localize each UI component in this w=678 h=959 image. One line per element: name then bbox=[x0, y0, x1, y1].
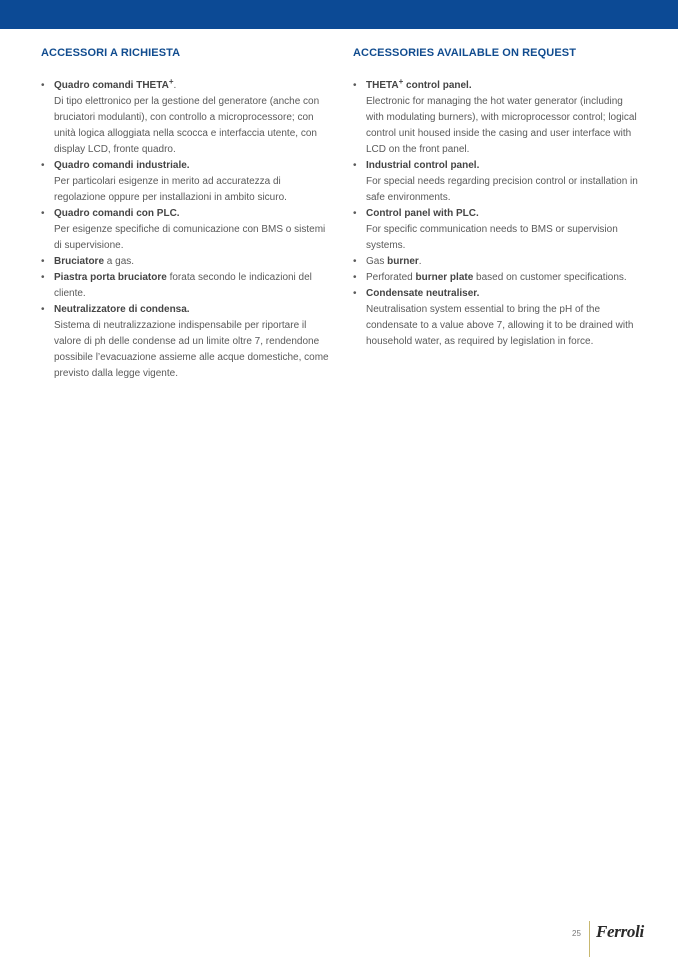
list-item bbox=[41, 206, 331, 254]
item-title: Industrial control panel. bbox=[366, 160, 480, 171]
footer-divider bbox=[589, 921, 590, 957]
list-item bbox=[353, 78, 643, 158]
item-title: Condensate neutraliser. bbox=[366, 288, 480, 299]
accessory-list-english bbox=[353, 78, 643, 350]
list-item bbox=[353, 270, 643, 286]
item-title: THETA bbox=[366, 80, 399, 91]
column-italian bbox=[41, 46, 331, 382]
item-title-suffix: a gas. bbox=[104, 256, 135, 267]
list-item bbox=[41, 78, 331, 158]
column-english bbox=[353, 46, 643, 350]
item-title-prefix: Gas bbox=[366, 256, 388, 267]
list-item bbox=[353, 206, 643, 254]
superscript: + bbox=[168, 77, 174, 86]
item-description: Sistema di neutralizzazione indispensabile per riportare il valore di ph delle condense ad un limite oltre 7, rendendone possibile l’evacuazione assieme alle acque domestiche, come previsto dalla legge vigente. bbox=[54, 320, 329, 379]
item-description: For specific communication needs to BMS or supervision systems. bbox=[366, 224, 618, 251]
list-item bbox=[353, 158, 643, 206]
accessory-list-italian bbox=[41, 78, 331, 382]
item-title: Quadro comandi THETA bbox=[54, 80, 169, 91]
item-title-suffix: forata secondo le indicazioni del cliente. bbox=[54, 272, 312, 299]
superscript: + bbox=[398, 77, 404, 86]
item-title: Control panel with PLC. bbox=[366, 208, 479, 219]
item-title-prefix: Perforated bbox=[366, 272, 416, 283]
item-title: burner plate bbox=[415, 272, 474, 283]
list-item bbox=[41, 158, 331, 206]
item-title: Piastra porta bruciatore bbox=[54, 272, 167, 283]
item-title: Quadro comandi industriale. bbox=[54, 160, 190, 171]
item-title-suffix: based on customer specifications. bbox=[473, 272, 627, 283]
item-title: Quadro comandi con PLC. bbox=[54, 208, 180, 219]
item-title: Bruciatore bbox=[54, 256, 105, 267]
list-item bbox=[353, 286, 643, 350]
list-item bbox=[41, 302, 331, 382]
list-item bbox=[41, 254, 331, 270]
item-description: Per esigenze specifiche di comunicazione con BMS o sistemi di supervisione. bbox=[54, 224, 326, 251]
item-title-continued: control panel. bbox=[403, 80, 472, 91]
item-description: Neutralisation system essential to bring the pH of the condensate to a value above 7, allowing it to be drained with household water, as required by legislation in force. bbox=[366, 304, 634, 347]
item-title: Neutralizzatore di condensa. bbox=[54, 304, 190, 315]
list-item bbox=[41, 270, 331, 302]
section-heading-italian: ACCESSORI A RICHIESTA bbox=[41, 47, 181, 59]
item-description: Per particolari esigenze in merito ad accuratezza di regolazione oppure per installazioni in ambito sicuro. bbox=[54, 176, 287, 203]
section-heading-english: ACCESSORIES AVAILABLE ON REQUEST bbox=[353, 47, 577, 59]
item-description: For special needs regarding precision control or installation in safe environments. bbox=[366, 176, 638, 203]
item-title: burner bbox=[387, 256, 419, 267]
item-description: Di tipo elettronico per la gestione del generatore (anche con bruciatori modulanti), con controllo a microprocessore; con unità logica alloggiata nella scocca e interfaccia utente, con display LCD, fronte quadro. bbox=[54, 96, 320, 155]
item-description: Electronic for managing the hot water generator (including with modulating burners), with microprocessor control; logical control unit housed inside the casing and user interface with LCD on the front panel. bbox=[366, 96, 637, 155]
page-number: 25 bbox=[572, 929, 581, 938]
item-title-suffix: . bbox=[418, 256, 422, 267]
item-title-suffix: . bbox=[173, 80, 177, 91]
brand-logo: Ferroli bbox=[596, 922, 644, 941]
list-item bbox=[353, 254, 643, 270]
header-band bbox=[0, 0, 678, 29]
